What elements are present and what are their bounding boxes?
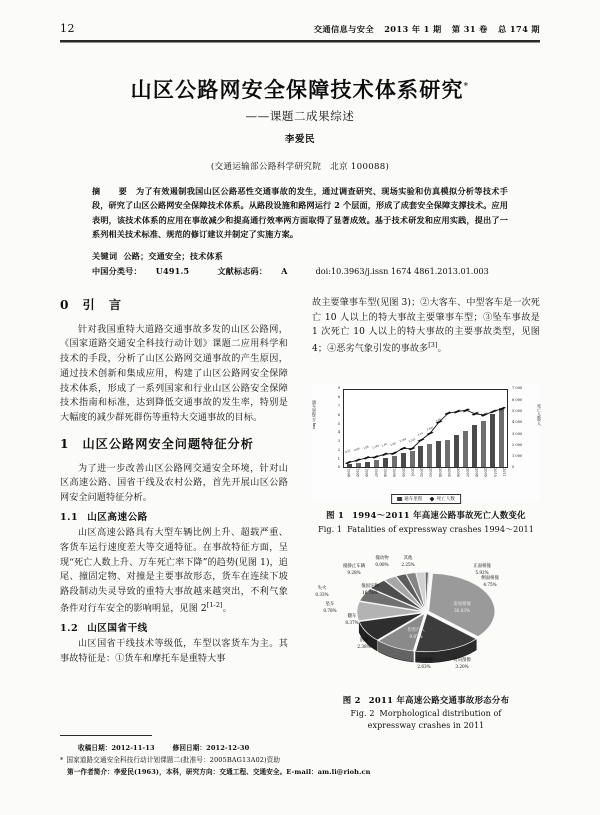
paragraph-right-top-text: 故主要肇事车型(见图 3)；②大客车、中型客车是一次死亡 10 人以上的特大事故主要肇事车型；③坠车事故是 1 次死亡 10 人以上的特大事故的主要事故类型，见图 4；④恶劣气象引发的事故多 xyxy=(312,298,540,355)
paragraph-sec1-1-text: 山区高速公路具有大型车辆比例上升、超载严重、客货车运行速度差大等交通特征。在事故特征方面，呈现“死亡人数上升、万车死亡率下降”的趋势(见图 1)，追尾、撞固定物、对撞是主要事故形态，货车在连续下坡路段制动失灵导致的重特大事故越来越突出，不利气象条件对行车安全的影响明显，见图 2 xyxy=(60,528,288,614)
chart1-xtick-2: 1996 xyxy=(364,468,369,477)
figure-2-caption-text: 2011 年高速公路交通事故形态分布 xyxy=(368,695,510,705)
clc-entry xyxy=(92,266,203,276)
chart1-xtick-15: 2009 xyxy=(483,468,488,477)
chart1-xtick-5: 1999 xyxy=(392,468,397,477)
article-author: 李爱民 xyxy=(284,134,316,145)
doi-value: doi:10.3963/j.issn 1674 4861.2013.01.003 xyxy=(315,265,489,276)
author-affiliation: (交通运输部公路科学研究院 北京 100088) xyxy=(210,162,390,172)
chart1-legend-item-line xyxy=(430,496,455,502)
chart1-ylabel-right: 死亡人数/人 xyxy=(537,404,542,426)
chart1-plot-area xyxy=(343,389,508,468)
bio-text: 李爱民(1963)，本科，研究方向：交通工程、交通安全。E-mail：am.li@rioh.cn xyxy=(113,768,371,777)
chart1-xtick-1: 1995 xyxy=(355,468,360,477)
pie-label-9 xyxy=(357,638,370,649)
pie-label-name: 同向刮擦 xyxy=(415,658,433,663)
heading-1-1-number: 1.1 xyxy=(60,511,79,523)
chart1-xtick-6: 2000 xyxy=(401,468,406,477)
pie-label-6 xyxy=(481,576,499,587)
pie-label-5 xyxy=(473,564,491,575)
chart1-ytick-right-4: 4 000 xyxy=(512,420,523,425)
paragraph-sec1: 为了进一步改善山区公路网交通安全环境，针对山区高速公路、国省干线及农村公路，首先开展山区公路网安全问题特征分析。 xyxy=(60,463,288,503)
svg-text:5.26: 5.26 xyxy=(435,417,442,423)
pie-label-name: 撞静止车辆 xyxy=(343,564,365,569)
square-marker-icon xyxy=(397,497,402,501)
journal-name: 交通信息与安全 xyxy=(313,24,374,34)
chart1-yaxis-right xyxy=(510,386,540,470)
svg-text:1.08: 1.08 xyxy=(362,445,370,451)
chart1-legend-label-1: 死亡人数 xyxy=(436,497,455,502)
figure-1-number-en: Fig. 1 xyxy=(318,525,343,534)
chart1-ytick-right-1: 1 000 xyxy=(512,454,523,459)
chart1-xtick-7: 2001 xyxy=(410,468,415,477)
heading-section-1-1 xyxy=(60,510,288,526)
running-head xyxy=(60,22,540,35)
heading-1-2-number: 1.2 xyxy=(60,622,79,634)
journal-year-issue: 2013 年 1 期 xyxy=(384,24,442,34)
svg-text:2.163: 2.163 xyxy=(399,437,407,444)
svg-text:6.500: 6.500 xyxy=(489,409,498,415)
pie-label-pct: 0.33% xyxy=(315,591,329,597)
chart-pie-morphology xyxy=(312,550,540,690)
chart1-xtick-17: 2011 xyxy=(501,468,506,477)
svg-text:1.182: 1.182 xyxy=(371,444,380,450)
abstract-block xyxy=(92,184,508,242)
chart1-ytick-left-6: 6 xyxy=(337,412,340,417)
svg-text:0.80: 0.80 xyxy=(353,447,361,453)
chart1-xtick-8: 2002 xyxy=(419,468,424,477)
article-subtitle: ——课题二成果综述 xyxy=(245,109,355,123)
chart1-xtick-0: 1994 xyxy=(346,468,351,477)
footnote-dates xyxy=(60,742,360,754)
pie-label-10 xyxy=(401,556,414,567)
article-title: 山区公路网安全保障技术体系研究 xyxy=(130,77,464,102)
pie-label-pct: 0.78% xyxy=(323,607,337,613)
footnote-funding-text: 国家道路交通安全科技行动计划课题二(批准号：2005BAG13A02)资助 xyxy=(66,756,281,765)
heading-0-text: 引 言 xyxy=(82,298,123,312)
pie-label-pct: 8.37% xyxy=(345,619,359,625)
doccode-entry xyxy=(217,266,301,276)
pie-label-name: 坠车 xyxy=(325,602,335,607)
pie-label-3 xyxy=(343,564,365,575)
bio-label: 第一作者简介： xyxy=(67,768,114,777)
figure-2-caption-en-line2: expressway crashes in 2011 xyxy=(367,721,485,730)
received-date: 2012-11-13 xyxy=(111,744,155,752)
pie-label-pct: 0.08% xyxy=(375,561,389,567)
footnote-rule xyxy=(60,735,152,736)
chart1-ylabel-left: 通车里程/万 km xyxy=(312,400,317,429)
pie-label-0 xyxy=(453,602,471,613)
chart1-legend xyxy=(391,494,461,504)
svg-text:6.210: 6.210 xyxy=(471,411,480,417)
chart1-yaxis-left xyxy=(312,386,342,470)
chart1-legend-label-0: 通车里程 xyxy=(404,497,423,502)
chart1-xtick-9: 2003 xyxy=(428,468,433,477)
pie-label-name: 伤害行人 xyxy=(407,628,425,633)
chart1-xaxis-labels xyxy=(343,468,508,488)
pie-label-name: 刮撞 xyxy=(359,638,369,643)
pie-label-pct: 2.25% xyxy=(401,561,415,567)
paragraph-intro: 针对我国重特大道路交通事故多发的山区公路网，《国家道路交通安全科技行动计划》课题二应用科学和技术的手段，分析了山区公路网交通事故的产生原因，通过技术创新和集成应用，构建了山区公路网安全保障技术体系，形成了一系列国家和行业山区公路安全保障技术指南和标准，达到降低交通事故的发生率，特别是大幅度的减少群死群伤等重特大交通事故的目标。 xyxy=(60,324,288,424)
figure-1-number: 图 1 xyxy=(326,510,345,520)
chart1-ytick-right-0: 0 xyxy=(512,465,515,470)
figure-2-number: 图 2 xyxy=(342,695,361,705)
svg-text:6.487: 6.487 xyxy=(453,409,462,415)
pie-label-pct: 2.63% xyxy=(417,663,431,669)
pie-label-13 xyxy=(375,556,388,567)
pie-label-name: 撞动物 xyxy=(375,556,389,561)
pie-label-pct: 9.28% xyxy=(347,569,361,575)
figure-2-caption-zh xyxy=(312,694,540,706)
heading-1-1-text: 山区高速公路 xyxy=(87,511,148,523)
pie-label-pct: 16.76% xyxy=(362,589,378,595)
paragraph-sec1-1 xyxy=(60,526,288,616)
footnote-block xyxy=(60,742,371,779)
svg-text:0.52: 0.52 xyxy=(344,449,352,455)
clc-label: 中国分类号： xyxy=(92,265,142,276)
pie-label-pct: 36.83% xyxy=(454,607,470,613)
figure-2 xyxy=(312,550,540,730)
svg-text:1.60: 1.60 xyxy=(390,442,397,447)
chart1-ytick-left-9: 9 xyxy=(337,386,340,391)
chart1-ytick-left-3: 3 xyxy=(337,439,340,444)
figure-2-caption-en-line1: Morphological distribution of xyxy=(379,709,502,718)
paragraph-sec1-1-tail: 。 xyxy=(222,603,232,614)
pie-label-11 xyxy=(323,602,336,613)
pie-label-7 xyxy=(453,658,471,669)
pie-label-name: 翻车 xyxy=(347,614,357,619)
chart1-legend-item-bar xyxy=(397,496,422,502)
chart1-xtick-4: 1998 xyxy=(382,468,387,477)
svg-text:1.48: 1.48 xyxy=(381,442,388,448)
svg-text:2.142: 2.142 xyxy=(408,437,417,444)
keywords-value: 公路；交通安全；技术体系 xyxy=(123,251,224,261)
footnote-author-bio xyxy=(60,766,371,778)
svg-text:3.14: 3.14 xyxy=(417,431,424,437)
chart1-ytick-left-0: 0 xyxy=(337,465,340,470)
heading-0-number: 0 xyxy=(60,298,70,312)
page-title xyxy=(0,74,600,104)
heading-1-number: 1 xyxy=(60,436,70,451)
svg-text:6.27: 6.27 xyxy=(444,411,451,417)
chart1-ytick-left-2: 2 xyxy=(337,447,340,452)
footnote-funding xyxy=(60,754,360,766)
chart1-ytick-left-7: 7 xyxy=(337,403,340,408)
chart1-xtick-11: 2005 xyxy=(447,468,452,477)
heading-section-1-2 xyxy=(60,621,288,637)
reference-marker-1: [1-2] xyxy=(206,600,223,609)
pie-label-name: 失火 xyxy=(317,586,327,591)
figure-2-caption-en-2 xyxy=(312,721,540,730)
journal-volume: 第 31 卷 xyxy=(451,24,488,34)
pie-label-pct: 2.38% xyxy=(357,643,371,649)
heading-section-1 xyxy=(60,435,288,455)
pie-label-pct: 5.92% xyxy=(475,569,489,575)
keywords-line xyxy=(92,249,508,264)
pie-label-name: 撞固定物 xyxy=(361,584,379,589)
chart1-ytick-right-6: 6 000 xyxy=(512,397,523,402)
chart1-xtick-3: 1997 xyxy=(373,468,378,477)
footnote-star-marker: * xyxy=(60,756,64,765)
chart1-ytick-left-4: 4 xyxy=(337,430,340,435)
abstract-label: 摘 要 xyxy=(92,186,132,196)
figure-1-caption-zh xyxy=(312,509,540,521)
chart1-ytick-right-7: 7 000 xyxy=(512,386,523,391)
diamond-marker-icon xyxy=(430,497,435,502)
svg-text:3.932: 3.932 xyxy=(426,426,435,432)
chart1-xtick-13: 2007 xyxy=(465,468,470,477)
figure-1-caption-en xyxy=(312,524,540,535)
heading-1-text: 山区公路网安全问题特征分析 xyxy=(82,436,254,451)
pie-label-pct: 9.87% xyxy=(409,633,423,639)
journal-info xyxy=(307,24,540,35)
pie-label-name: 正面相撞 xyxy=(473,564,491,569)
revised-label: 修回日期： xyxy=(172,744,207,752)
figure-1-caption-en-text: Fatalities of expressway crashes 1994～2011 xyxy=(347,525,534,534)
received-label: 收稿日期： xyxy=(78,744,112,752)
pie-label-2 xyxy=(407,628,425,639)
svg-text:6.082: 6.082 xyxy=(480,411,489,418)
doccode-value: A xyxy=(281,265,288,276)
pie-label-name: 其他 xyxy=(403,556,413,561)
pie-label-1 xyxy=(361,584,379,595)
title-footnote-marker: * xyxy=(463,82,470,92)
svg-text:6.84: 6.84 xyxy=(498,407,506,413)
chart1-ytick-left-5: 5 xyxy=(337,421,340,426)
chart1-ytick-right-2: 2 000 xyxy=(512,442,523,447)
chart1-xtick-12: 2006 xyxy=(456,468,461,477)
pie-label-4 xyxy=(345,614,358,625)
keywords-label: 关键词 xyxy=(92,251,118,261)
pie-label-pct: 4.75% xyxy=(483,581,497,587)
journal-serial: 总 174 期 xyxy=(498,24,540,34)
clc-value: U491.5 xyxy=(155,265,190,276)
chart1-ytick-left-8: 8 xyxy=(337,395,340,400)
paragraph-right-top xyxy=(312,296,540,357)
right-column xyxy=(312,296,540,357)
article-metadata xyxy=(92,249,508,279)
pie-label-name: 侧面相撞 xyxy=(481,576,499,581)
paragraph-sec1-2: 山区国省干线技术等级低，车型以客货车为主。其事故特征是：①货车和摩托车是重特大事 xyxy=(60,639,288,664)
doccode-label: 文献标志码： xyxy=(217,265,268,276)
abstract-text: 为了有效遏制我国山区公路恶性交通事故的发生，通过调查研究、现场实验和仿真模拟分析等技术手段，研究了山区公路网安全保障技术体系。从路段设施和路网运行 2 个层面，形成了成套安全保障支撑技术。应用表明，该技术体系的应用在事故减少和提高通行效率两方面取得了显著成效。基于技术研发和应用实践，提出了一系列相关技术标准、规范的修订建议并制定了实施方案。 xyxy=(92,186,508,240)
paragraph-right-top-tail: 。 xyxy=(437,344,447,355)
pie-label-12 xyxy=(315,586,328,597)
header-rule xyxy=(60,40,540,42)
heading-1-2-text: 山区国省干线 xyxy=(87,622,148,634)
pie-label-name: 对向刮擦 xyxy=(453,658,471,663)
chart1-point-labels xyxy=(344,390,507,467)
chart1-xtick-14: 2008 xyxy=(474,468,479,477)
chart1-xtick-10: 2004 xyxy=(437,468,442,477)
svg-text:6.644: 6.644 xyxy=(462,408,471,414)
figure-1-caption-text: 1994～2011 年高速公路事故死亡人数变化 xyxy=(352,510,526,520)
revised-date: 2012-12-30 xyxy=(206,744,250,752)
classification-line xyxy=(92,264,508,279)
pie-label-name: 追尾相撞 xyxy=(453,602,471,607)
heading-section-0 xyxy=(60,296,288,316)
figure-2-number-en: Fig. 2 xyxy=(350,709,375,718)
left-column xyxy=(60,296,288,667)
chart1-xtick-16: 2010 xyxy=(492,468,497,477)
figure-1 xyxy=(312,384,540,535)
chart1-ytick-left-1: 1 xyxy=(337,456,340,461)
figure-2-caption-en xyxy=(312,709,540,718)
reference-marker-3: [3] xyxy=(428,341,438,350)
chart1-ytick-right-5: 5 000 xyxy=(512,408,523,413)
page-folio: 12 xyxy=(60,22,75,35)
chart1-ytick-right-3: 3 000 xyxy=(512,431,523,436)
pie-label-8 xyxy=(415,658,433,669)
chart-combo-fatalities xyxy=(312,384,540,500)
pie-label-pct: 3.20% xyxy=(455,663,469,669)
